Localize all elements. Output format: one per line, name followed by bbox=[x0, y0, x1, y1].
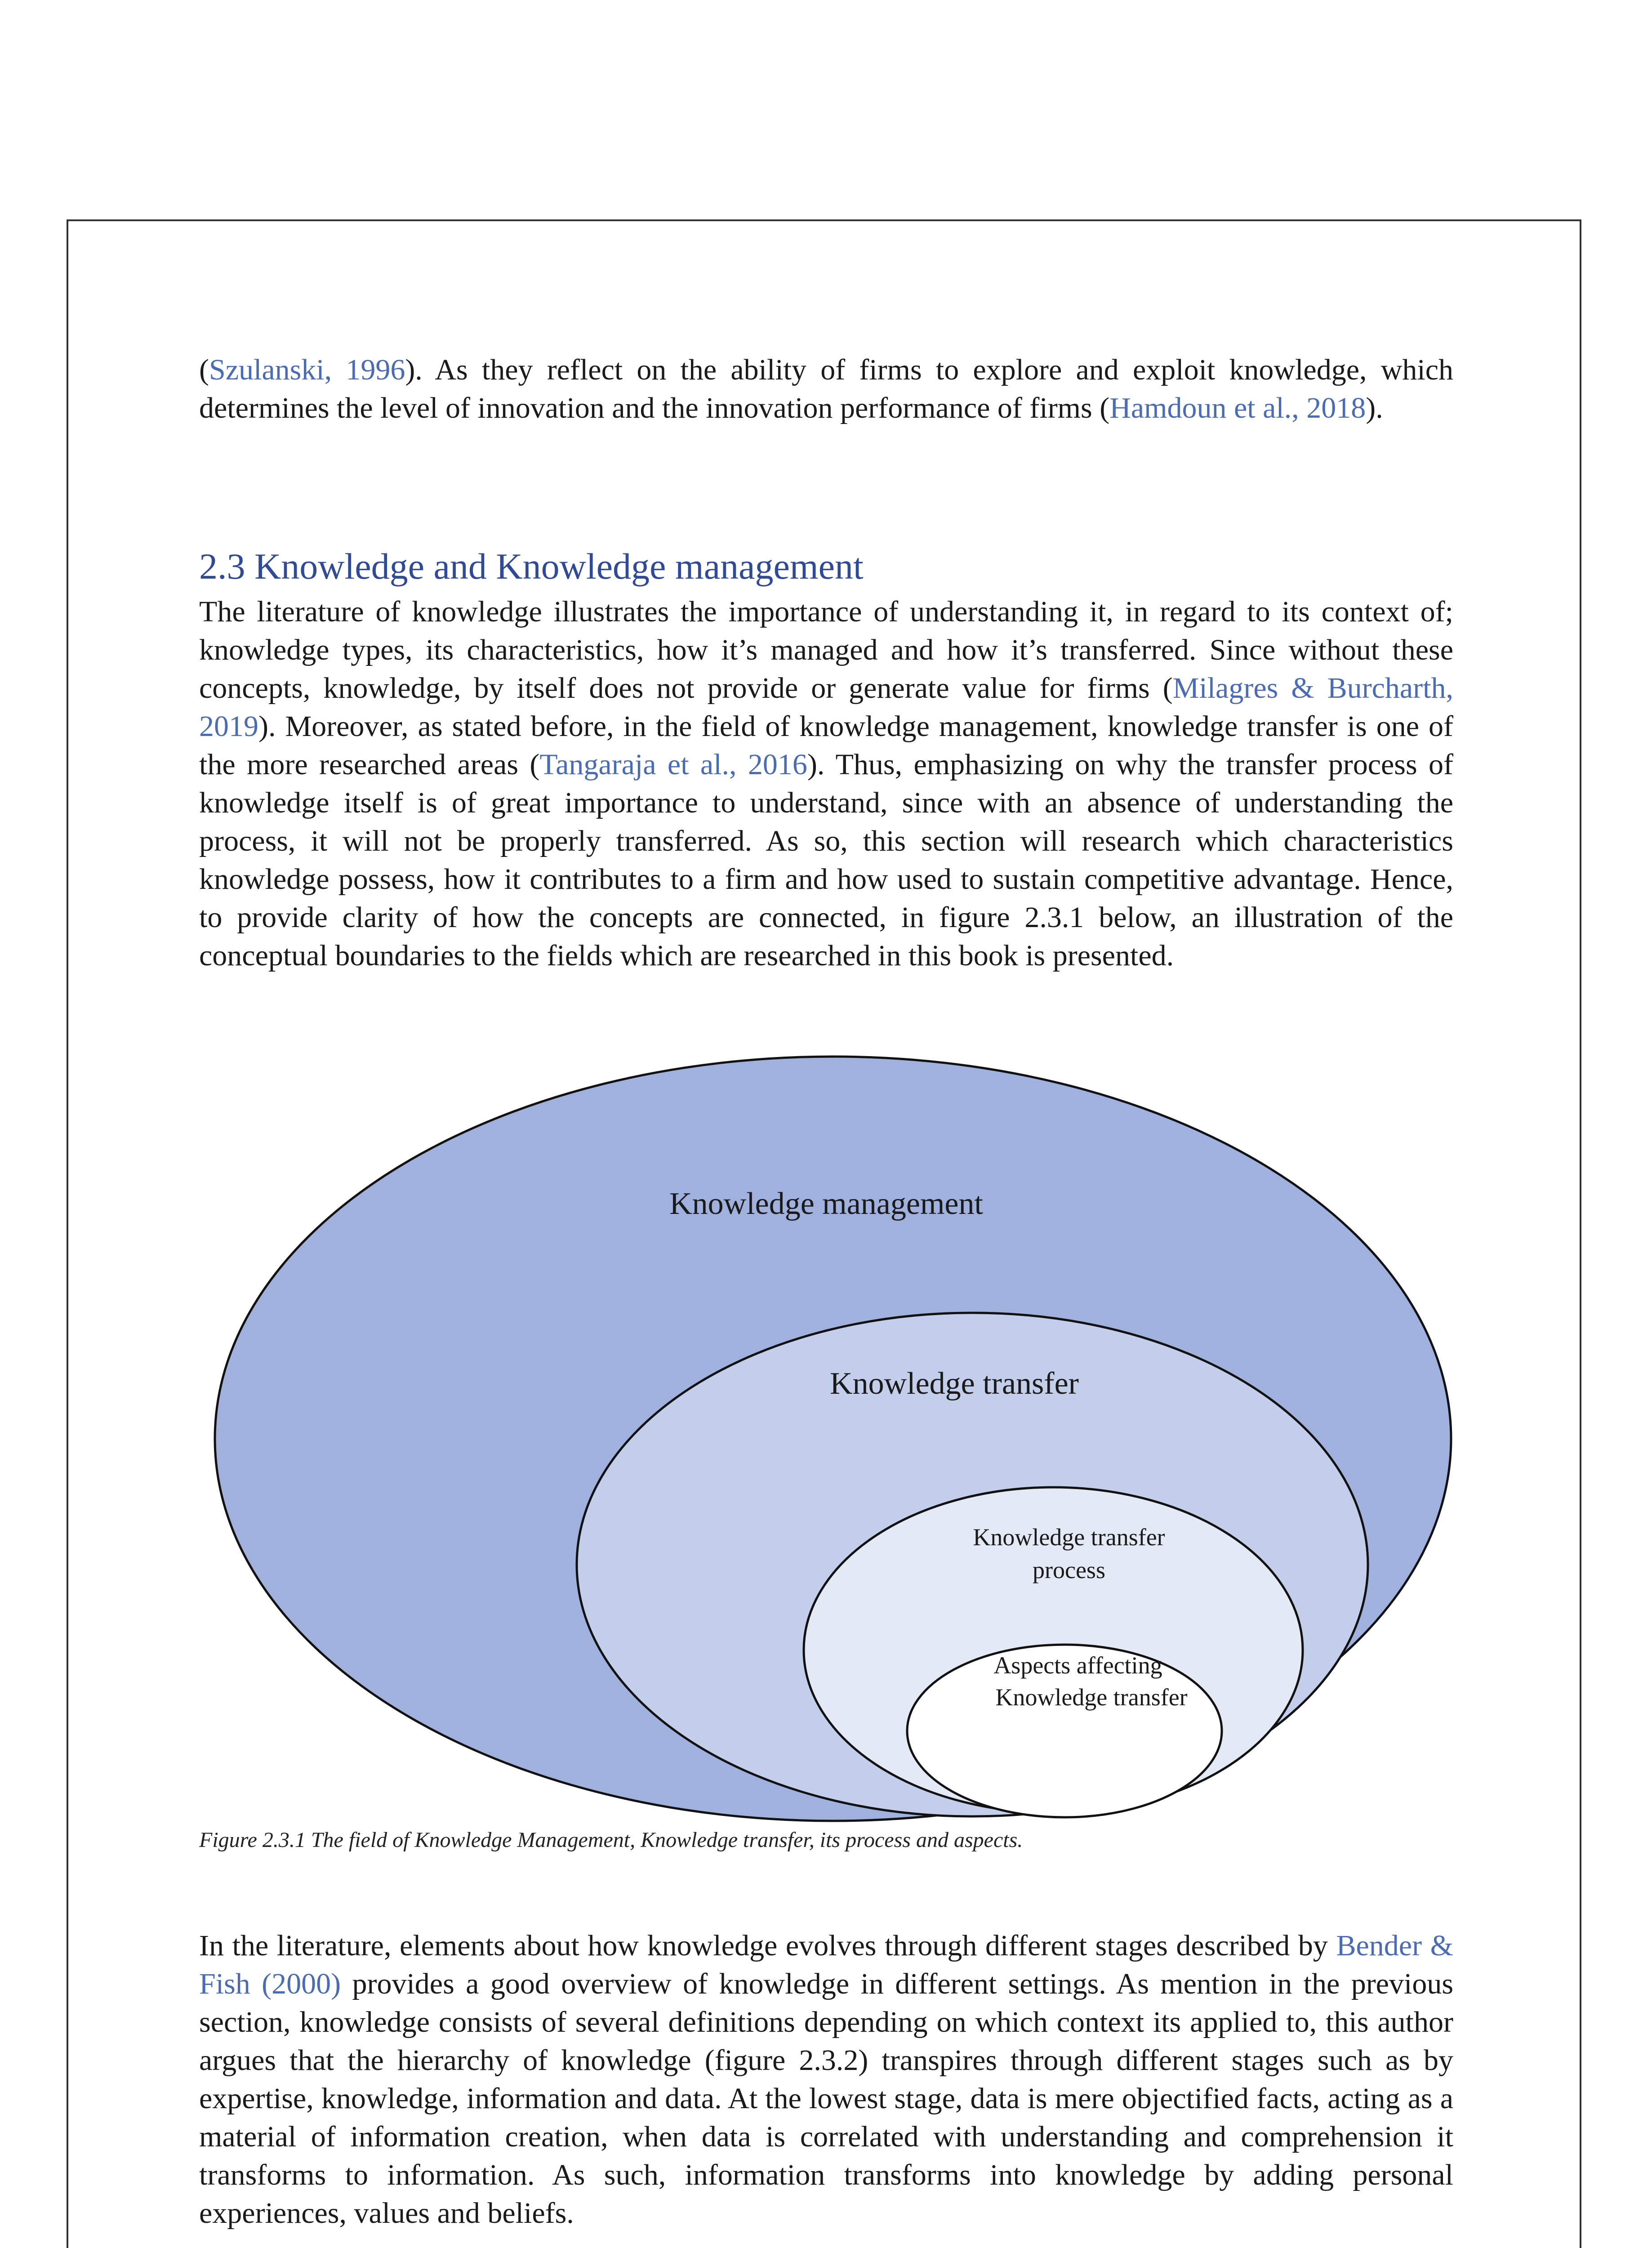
label-transfer-process-line2: process bbox=[1033, 1557, 1105, 1583]
text-segment: ). Thus, emphasizing on why the transfer process of knowledge itself is of great importance to understand, since with an absence of understanding the process, it will not be properly transferred. As so, this section will research which characteristics knowledge possess, how it contributes to a firm and how used to sustain competitive advantage. Hence, to provide clarity of how the concepts are connected, in figure 2.3.1 below, an illustration of the conceptual boundaries to the fields which are researched in this book is presented. bbox=[199, 748, 1454, 972]
label-knowledge-management: Knowledge management bbox=[669, 1186, 983, 1221]
citation-link[interactable]: Bender & Fish (2000) bbox=[199, 1929, 1453, 2000]
section-heading: 2.3 Knowledge and Knowledge management bbox=[199, 546, 864, 587]
nested-ellipse-diagram bbox=[199, 1052, 1467, 1843]
label-aspects-line1: Aspects affecting bbox=[993, 1652, 1162, 1679]
paragraph-hierarchy bbox=[199, 1927, 1453, 2232]
label-aspects-line2: Knowledge transfer bbox=[995, 1684, 1188, 1711]
text-segment: ). bbox=[1366, 392, 1383, 424]
citation-link[interactable]: Tangaraja et al., 2016 bbox=[539, 748, 807, 781]
citation-link[interactable]: Milagres & Burcharth, 2019 bbox=[199, 672, 1453, 743]
text-segment: In the literature, elements about how knowledge evolves through different stages described by bbox=[199, 1929, 1336, 1962]
text-segment: provides a good overview of knowledge in different settings. As mention in the previous section, knowledge consists of several definitions depending on which context its applied to, this author argues that the hierarchy of knowledge (figure 2.3.2) transpires through different stages such as by expertise, knowledge, information and data. At the lowest stage, data is mere objectified facts, acting as a material of information creation, when data is correlated with understanding and comprehension it transforms to information. As such, information transforms into knowledge by adding personal experiences, values and beliefs. bbox=[199, 1967, 1453, 2230]
text-segment: ). As they reflect on the ability of firms to explore and exploit knowledge, which determines the level of innovation and the innovation performance of firms ( bbox=[199, 353, 1453, 424]
text-segment: ( bbox=[199, 353, 209, 386]
figure-caption: Figure 2.3.1 The field of Knowledge Management, Knowledge transfer, its process and aspects. bbox=[199, 1828, 1023, 1852]
text-segment: ). Moreover, as stated before, in the field of knowledge management, knowledge transfer is one of the more researched areas ( bbox=[199, 710, 1453, 781]
paragraph-intro bbox=[199, 351, 1453, 427]
label-knowledge-transfer: Knowledge transfer bbox=[830, 1366, 1079, 1401]
text-segment: The literature of knowledge illustrates the importance of understanding it, in regard to its context of; knowledge types, its characteristics, how it’s managed and how it’s transferred. Since without these concepts, knowledge, by itself does not provide or generate value for firms ( bbox=[199, 595, 1453, 705]
label-transfer-process-line1: Knowledge transfer bbox=[973, 1524, 1165, 1551]
paragraph-knowledge-management bbox=[199, 593, 1453, 975]
citation-link[interactable]: Szulanski, 1996 bbox=[209, 353, 405, 386]
citation-link[interactable]: Hamdoun et al., 2018 bbox=[1109, 392, 1366, 424]
